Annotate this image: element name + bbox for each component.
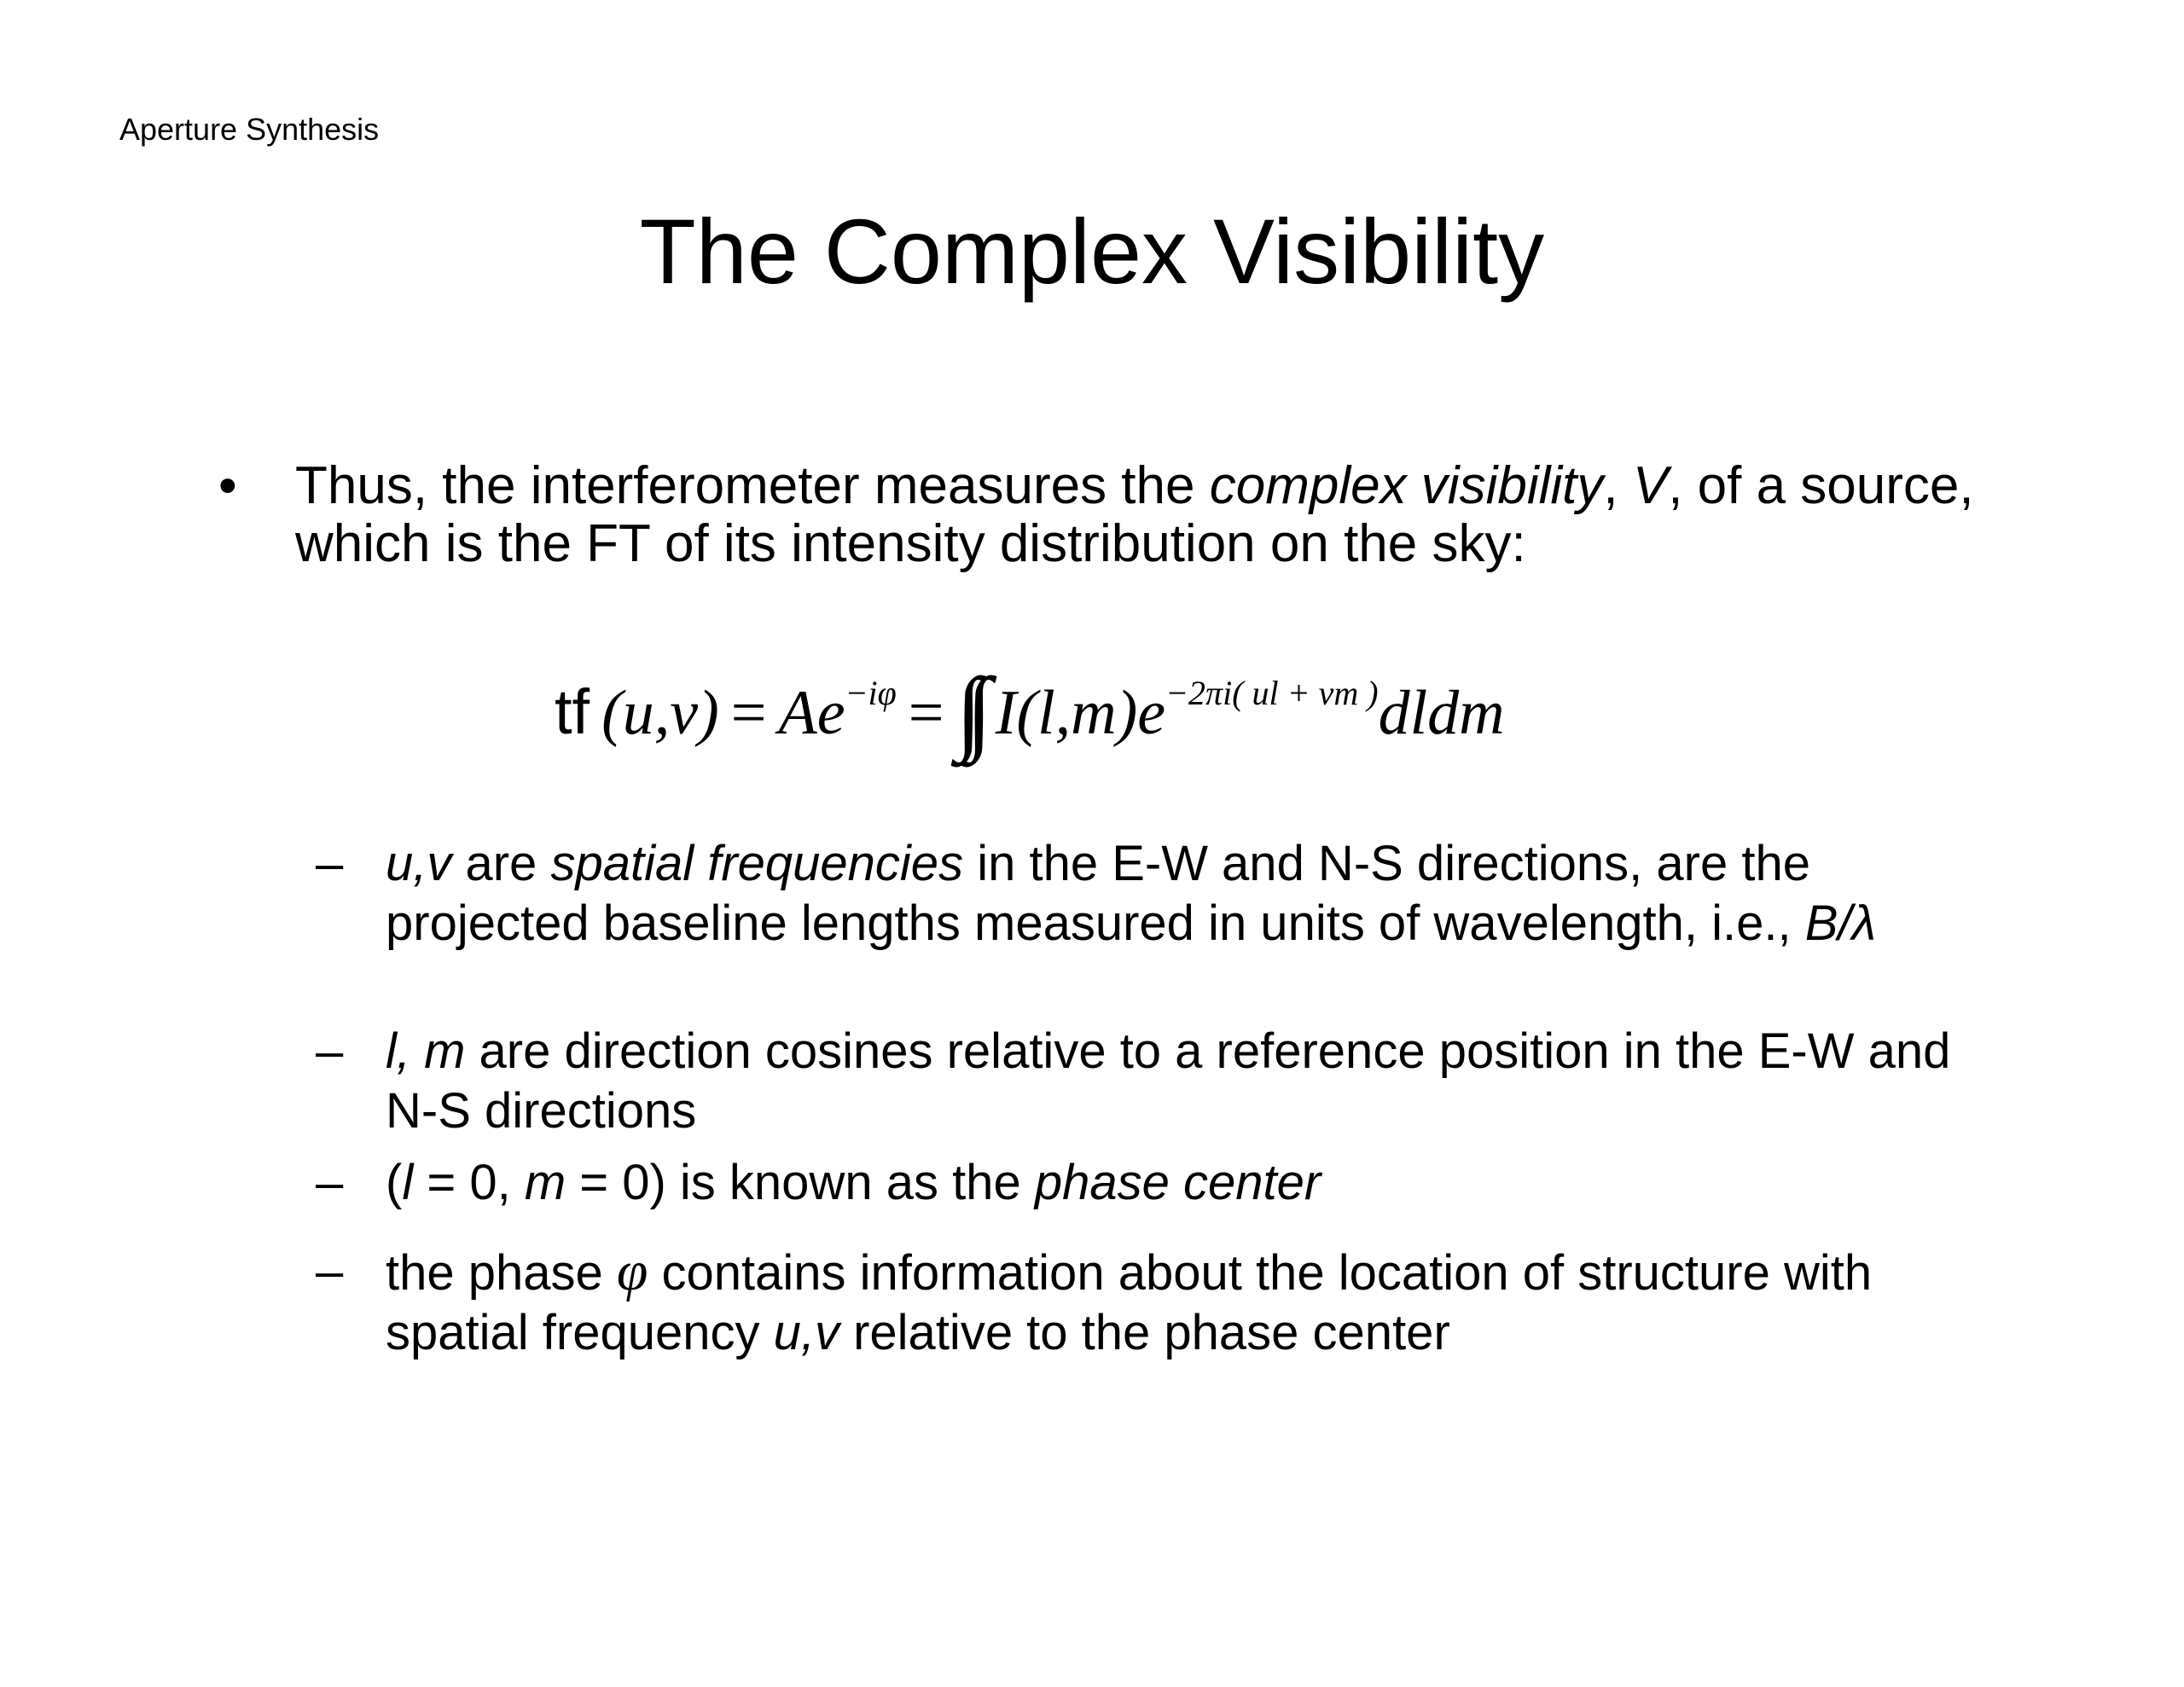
visibility-symbol: V: [1632, 456, 1669, 515]
phase-center-term: phase center: [1034, 1155, 1321, 1210]
equation-amplitude: Ae: [778, 678, 845, 748]
bullet-text-part: Thus, the interferometer measures the: [295, 456, 1210, 515]
bullet-text-part: ,: [1603, 456, 1633, 515]
lm-term: l, m: [386, 1023, 466, 1079]
visibility-equation: [555, 648, 1505, 762]
sub-item-text: [386, 1242, 1989, 1363]
complex-visibility-term: complex visibility: [1209, 456, 1604, 515]
sub-item-text-part: = 0) is known as the: [566, 1155, 1035, 1210]
sub-item-text-part: are: [451, 836, 551, 891]
equation-symbol: tf: [555, 676, 590, 747]
equation-lhs: (u,v): [601, 678, 719, 748]
m-term: m: [524, 1155, 566, 1210]
dash-marker: –: [316, 1155, 344, 1210]
bullet-marker: •: [218, 456, 237, 515]
phi-symbol: φ: [616, 1240, 648, 1302]
equation-differentials: dldm: [1378, 678, 1505, 748]
spatial-frequencies-term: spatial frequencies: [550, 836, 964, 891]
sub-item-text-part: relative to the phase center: [839, 1305, 1450, 1360]
bullet-text-part: , of a source, which is the FT of its intensity distribution on the sky:: [295, 456, 1974, 573]
sub-item-text-part: are direction cosines relative to a reference position in the E-W and N-S directions: [386, 1023, 1951, 1139]
dash-marker: –: [316, 1023, 344, 1079]
dash-marker: –: [316, 836, 344, 891]
sub-item-text-part: the phase: [386, 1245, 617, 1301]
sub-item-text-part: (: [386, 1155, 403, 1210]
uv-term: u,v: [773, 1305, 839, 1360]
dash-marker: –: [316, 1244, 344, 1299]
equation-integrand: I(l,m)e: [995, 678, 1166, 748]
main-bullet-text: [295, 457, 2001, 573]
phase-exponent: −iφ: [845, 674, 897, 712]
fourier-exponent: −2πi( ul + vm ): [1165, 674, 1379, 712]
l-term: l: [402, 1155, 414, 1210]
sub-item-text: [386, 1153, 1989, 1213]
baseline-ratio-term: B/λ: [1804, 896, 1877, 951]
running-header: Aperture Synthesis: [119, 112, 380, 147]
double-integral-icon: ∫∫: [956, 658, 977, 762]
equals-sign: =: [908, 678, 944, 748]
uv-term: u,v: [386, 836, 452, 891]
equals-sign: =: [730, 678, 767, 748]
sub-item-text: [386, 834, 1989, 954]
sub-item-text-part: contains information about the location of structure with spatial frequency: [386, 1245, 1873, 1360]
sub-item-text-part: in the E-W and N-S directions, are the projected baseline lengths measured in units of wavelength, i.e.,: [386, 836, 1810, 951]
sub-item-text: [386, 1022, 1989, 1141]
sub-item-text-part: = 0,: [413, 1155, 525, 1210]
slide-title: The Complex Visibility: [639, 200, 1545, 303]
